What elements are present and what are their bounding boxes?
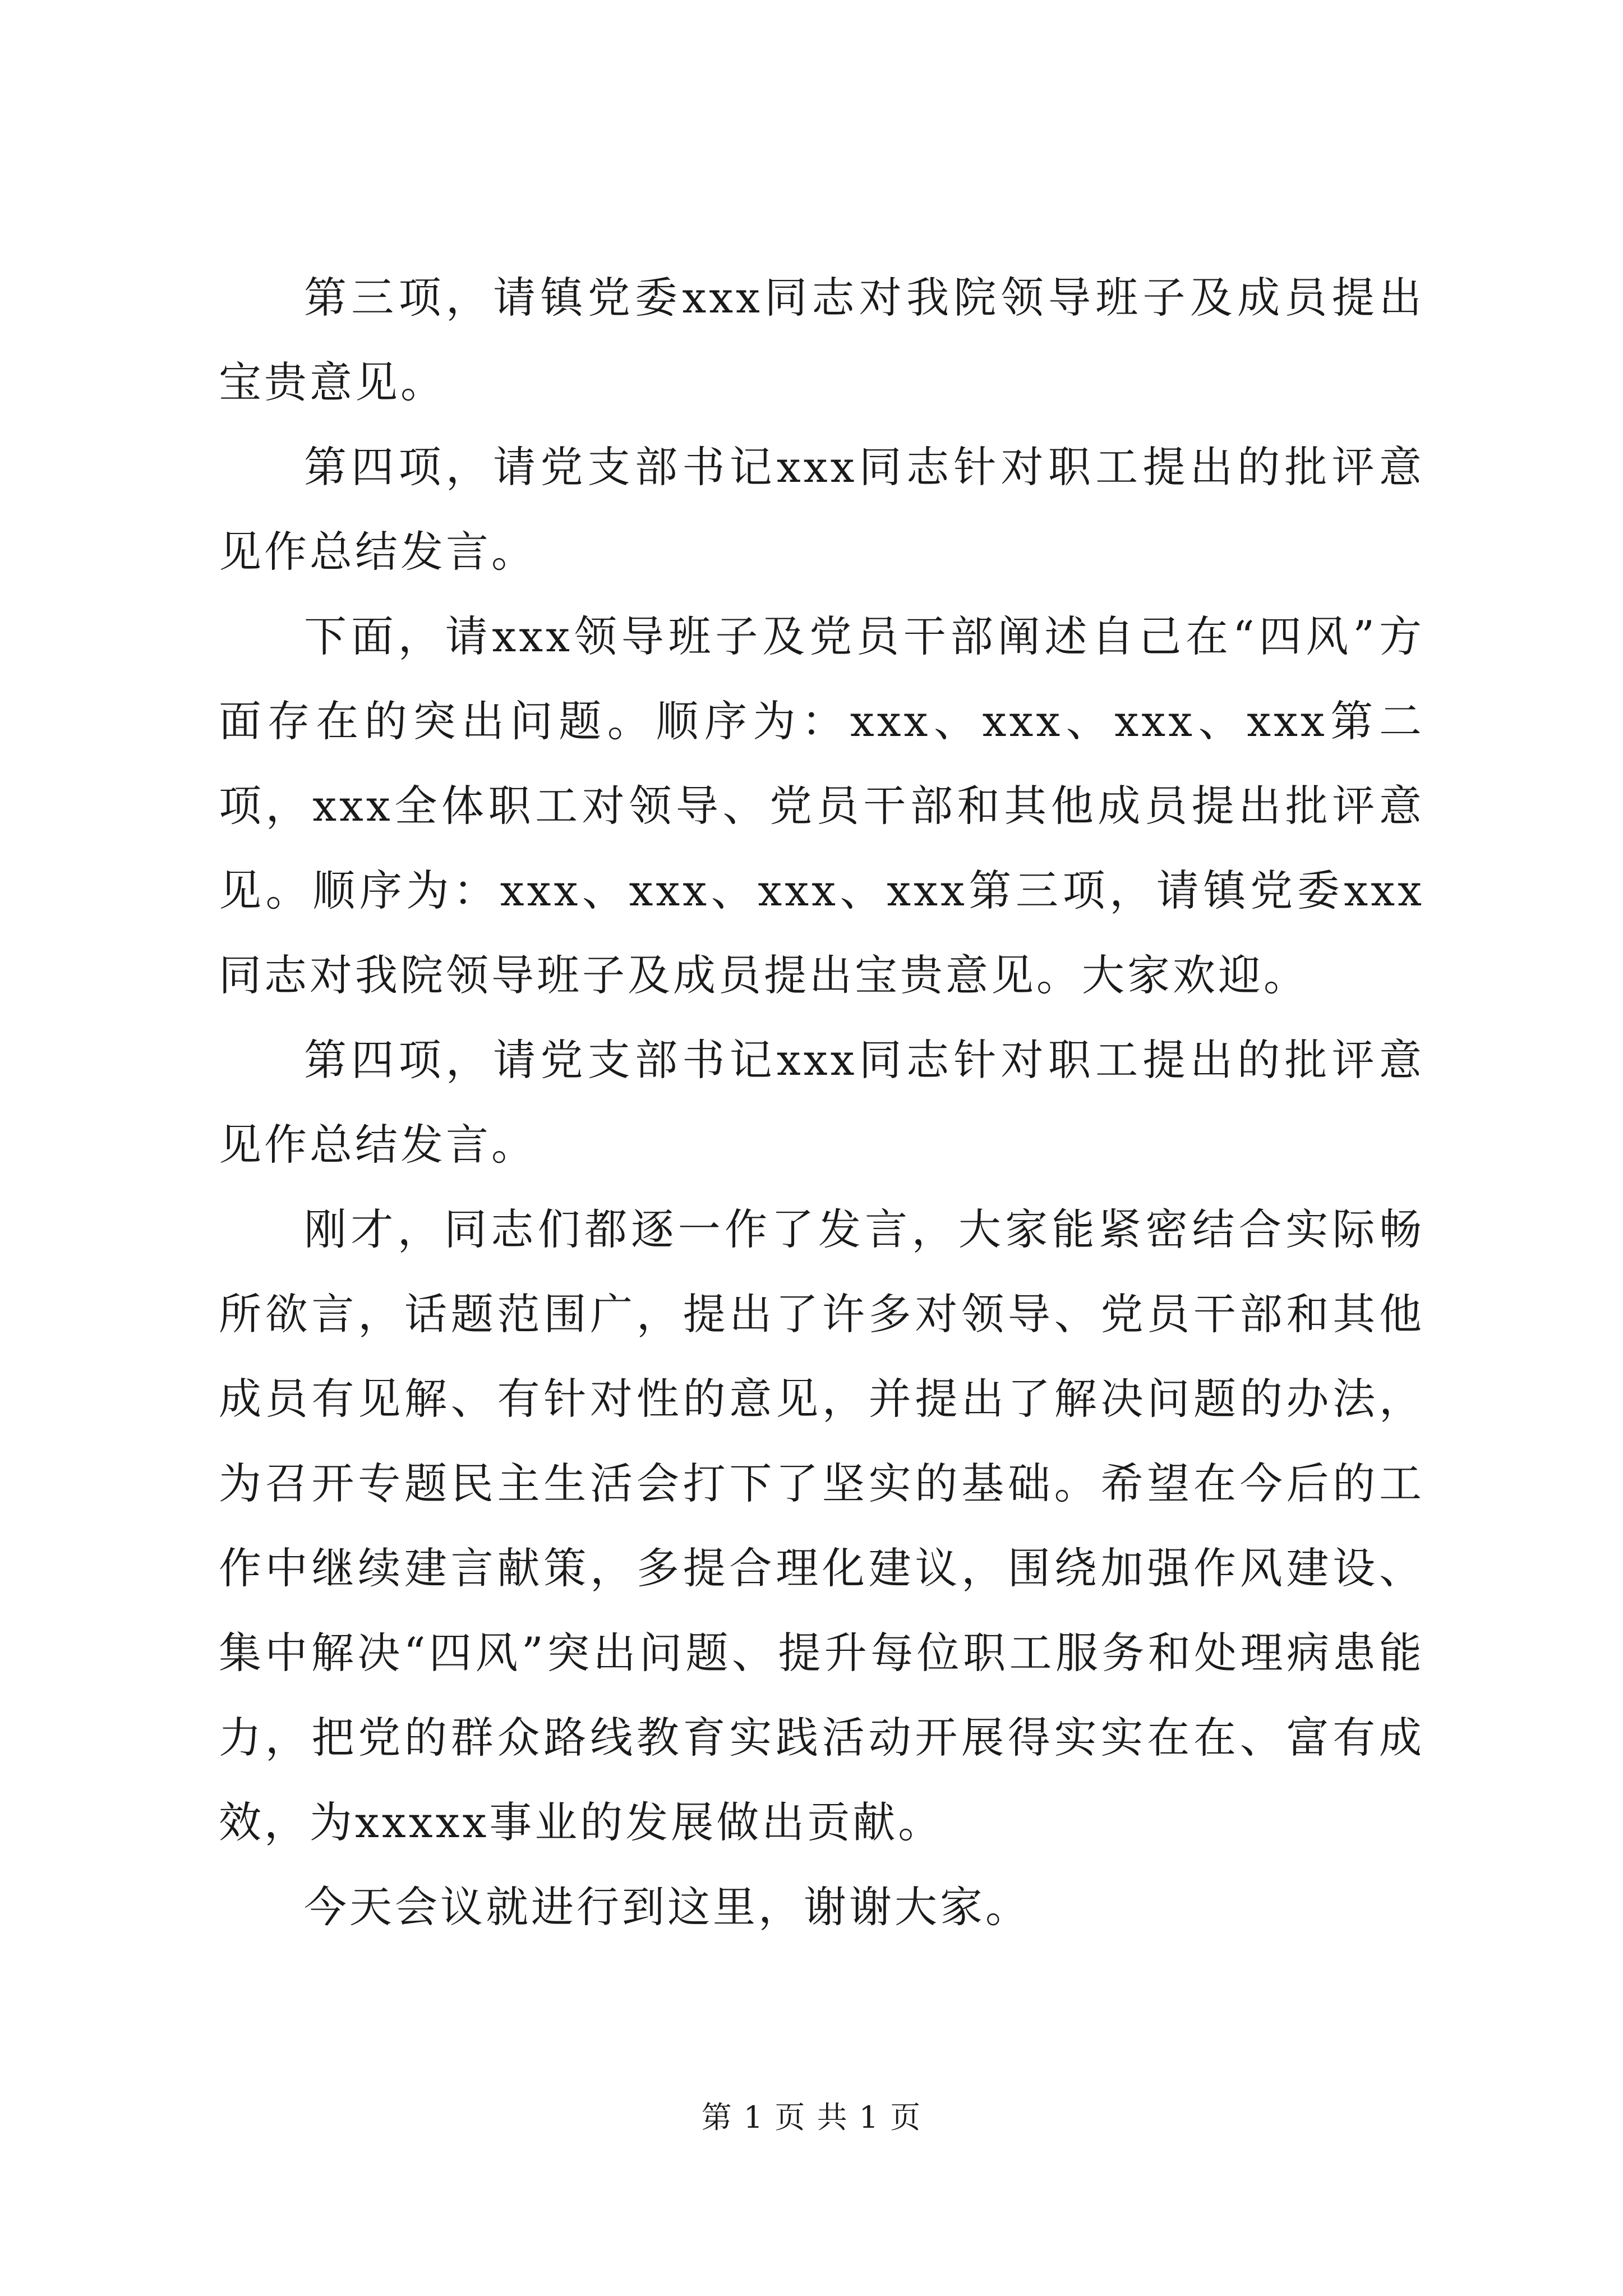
paragraph-item-3-request: 第三项，请镇党委xxx同志对我院领导班子及成员提出宝贵意见。 <box>219 273 1424 407</box>
paragraph-issues-order: 下面，请xxx领导班子及党员干部阐述自己在“四风”方面存在的突出问题。顺序为：xxx、xxx、xxx、xxx第二项，xxx全体职工对领导、党员干部和其他成员提出批评意见。顺序为：xxx、xxx、xxx、xxx第三项，请镇党委xxx同志对我院领导班子及成员提出宝贵意见。大家欢迎。 <box>219 611 1424 1000</box>
paragraph-item-4-summary: 第四项，请党支部书记xxx同志针对职工提出的批评意见作总结发言。 <box>219 442 1424 577</box>
paragraph-meeting-end: 今天会议就进行到这里，谢谢大家。 <box>304 1882 1031 1932</box>
document-body <box>219 255 1424 1949</box>
paragraph-closing-remarks: 刚才，同志们都逐一作了发言，大家能紧密结合实际畅所欲言，话题范围广，提出了许多对领导、党员干部和其他成员有见解、有针对性的意见，并提出了解决问题的办法，为召开专题民主生活会打下了坚实的基础。希望在今后的工作中继续建言献策，多提合理化建议，围绕加强作风建设、集中解决“四风”突出问题、提升每位职工服务和处理病患能力，把党的群众路线教育实践活动开展得实实在在、富有成效，为xxxxx事业的发展做出贡献。 <box>219 1204 1424 1847</box>
page-footer: 第 1 页 共 1 页 <box>701 2100 922 2135</box>
paragraph-item-4-summary-repeat: 第四项，请党支部书记xxx同志针对职工提出的批评意见作总结发言。 <box>219 1035 1424 1170</box>
